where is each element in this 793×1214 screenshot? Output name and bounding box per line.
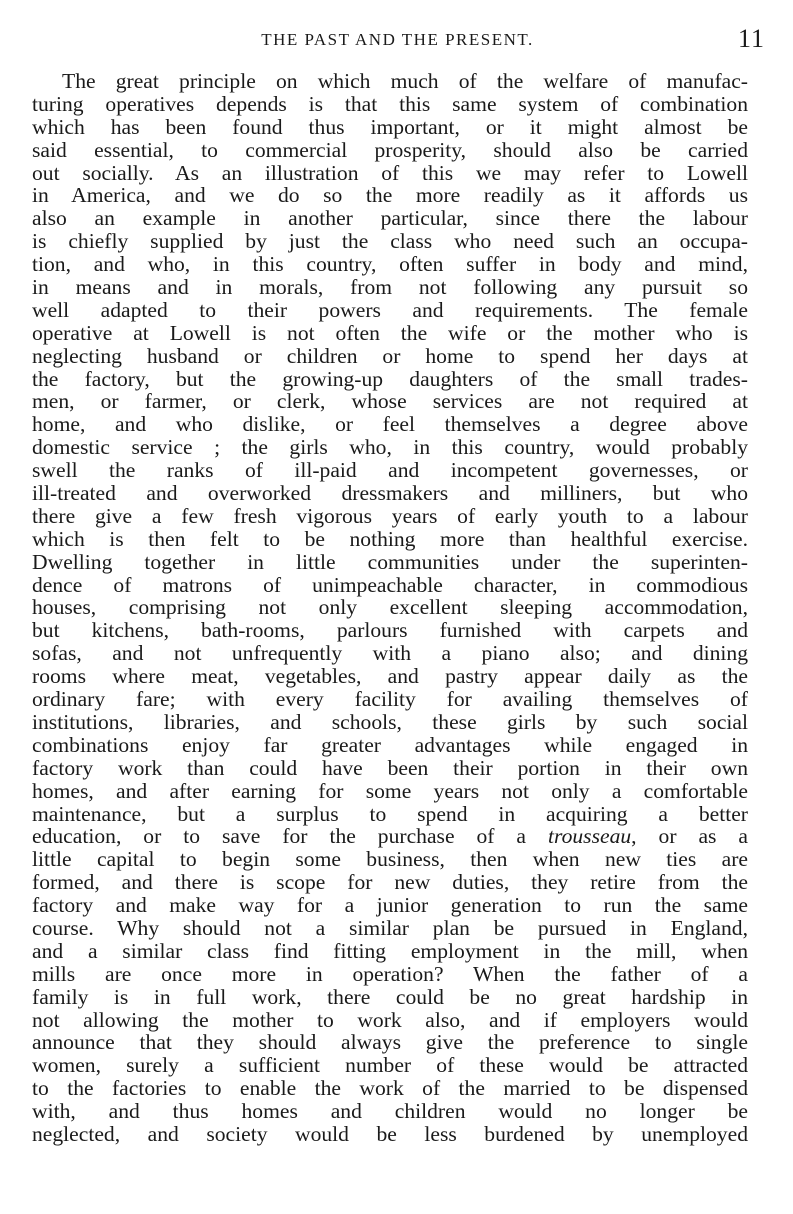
text-segment: education, or to save for the purchase of a — [32, 824, 548, 849]
text-line: also an example in another particular, since there the labour — [32, 206, 748, 231]
body-paragraph — [32, 70, 748, 1146]
text-line: factory and make way for a junior generation to run the same — [32, 893, 748, 918]
text-line: little capital to begin some business, then when new ties are — [32, 847, 748, 872]
text-line: in means and in morals, from not following any pursuit so — [32, 275, 748, 300]
text-line: which is then felt to be nothing more than healthful exercise. — [32, 526, 748, 551]
text-line: institutions, libraries, and schools, these girls by such social — [32, 709, 748, 734]
text-line: women, surely a sufficient number of these would be attracted — [32, 1053, 748, 1078]
text-line: tion, and who, in this country, often suffer in body and mind, — [32, 252, 748, 277]
text-line: out socially. As an illustration of this we may refer to Lowell — [32, 160, 748, 185]
text-line: domestic service ; the girls who, in this country, would probably — [32, 435, 748, 460]
text-line: with, and thus homes and children would no longer be — [32, 1099, 748, 1124]
text-line: factory work than could have been their portion in their own — [32, 755, 748, 780]
text-line: homes, and after earning for some years not only a comfortable — [32, 778, 748, 803]
text-line: sofas, and not unfrequently with a piano also; and dining — [32, 641, 748, 666]
text-line: neglected, and society would be less burdened by unemployed — [32, 1121, 748, 1146]
text-line: maintenance, but a surplus to spend in acquiring a better — [32, 801, 748, 826]
page-number: 11 — [737, 24, 765, 53]
text-line: neglecting husband or children or home to spend her days at — [32, 343, 748, 368]
text-line: houses, comprising not only excellent sleeping accommodation, — [32, 595, 748, 620]
text-line: there give a few fresh vigorous years of early youth to a labour — [32, 503, 748, 528]
text-line: turing operatives depends is that this same system of combination — [32, 91, 748, 116]
text-line: The great principle on which much of the welfare of manufac- — [62, 69, 748, 93]
text-line: formed, and there is scope for new duties, they retire from the — [32, 870, 748, 895]
text-line: home, and who dislike, or feel themselves a degree above — [32, 412, 748, 437]
text-line: men, or farmer, or clerk, whose services are not required at — [32, 389, 748, 414]
text-line: is chiefly supplied by just the class who need such an occupa- — [32, 229, 748, 254]
text-segment: , or as a — [631, 824, 749, 849]
text-line: mills are once more in operation? When the father of a — [32, 961, 748, 986]
text-line-with-italic — [32, 825, 748, 848]
text-line: but kitchens, bath-rooms, parlours furnished with carpets and — [32, 618, 748, 643]
text-line: said essential, to commercial prosperity, should also be carried — [32, 137, 748, 162]
text-line: combinations enjoy far greater advantages while engaged in — [32, 732, 748, 757]
text-line: rooms where meat, vegetables, and pastry appear daily as the — [32, 664, 748, 689]
text-line: operative at Lowell is not often the wife or the mother who is — [32, 320, 748, 345]
text-line: Dwelling together in little communities under the superinten- — [32, 549, 748, 574]
text-line: ill-treated and overworked dressmakers and milliners, but who — [32, 481, 748, 506]
text-line: not allowing the mother to work also, and if employers would — [32, 1007, 748, 1032]
text-line: course. Why should not a similar plan be pursued in England, — [32, 915, 748, 940]
text-line: dence of matrons of unimpeachable character, in commodious — [32, 572, 748, 597]
text-line: in America, and we do so the more readily as it affords us — [32, 183, 748, 208]
text-line: well adapted to their powers and requirements. The female — [32, 297, 748, 322]
text-line: and a similar class find fitting employment in the mill, when — [32, 938, 748, 963]
running-header — [30, 24, 765, 56]
italic-word: trousseau — [547, 824, 632, 849]
text-line: announce that they should always give the preference to single — [32, 1030, 748, 1055]
running-title: THE PAST AND THE PRESENT. — [261, 30, 534, 49]
text-line: which has been found thus important, or it might almost be — [32, 114, 748, 139]
text-line: swell the ranks of ill-paid and incompetent governesses, or — [32, 458, 748, 483]
text-line: the factory, but the growing-up daughters of the small trades- — [32, 366, 748, 391]
text-line: family is in full work, there could be no great hardship in — [32, 984, 748, 1009]
text-line: ordinary fare; with every facility for availing themselves of — [32, 687, 748, 712]
text-line: to the factories to enable the work of the married to be dispensed — [32, 1076, 748, 1101]
